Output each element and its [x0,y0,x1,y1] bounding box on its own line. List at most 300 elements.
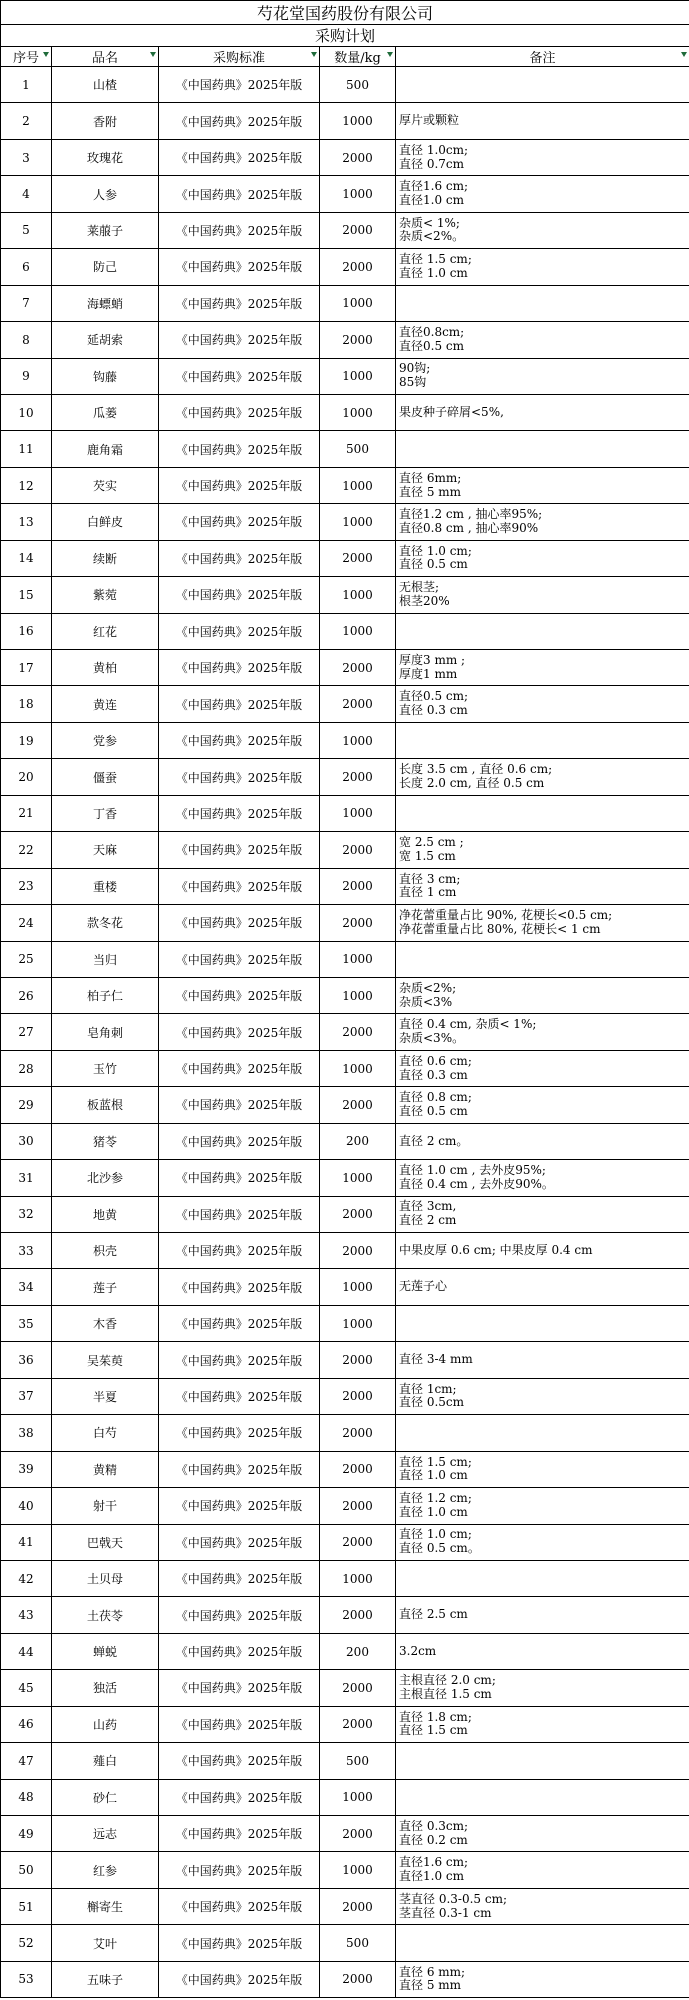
notes-cell[interactable] [396,139,689,175]
row-number-cell[interactable]: 31 [1,1160,52,1196]
quantity-cell[interactable]: 1000 [320,722,396,758]
quantity-cell[interactable]: 2000 [320,212,396,248]
standard-cell[interactable]: 《中国药典》2025年版 [159,1560,320,1596]
standard-cell[interactable]: 《中国药典》2025年版 [159,322,320,358]
standard-cell[interactable]: 《中国药典》2025年版 [159,249,320,285]
herb-name-cell[interactable]: 半夏 [52,1378,159,1414]
standard-cell[interactable]: 《中国药典》2025年版 [159,176,320,212]
table-row [1,905,689,941]
row-number-cell[interactable]: 51 [1,1888,52,1924]
standard-cell[interactable]: 《中国药典》2025年版 [159,941,320,977]
quantity-cell[interactable]: 2000 [320,1706,396,1742]
filter-dropdown-icon[interactable] [150,52,156,57]
filter-dropdown-icon[interactable] [311,52,317,57]
quantity-cell[interactable]: 1000 [320,504,396,540]
notes-cell[interactable] [396,176,689,212]
quantity-cell[interactable]: 2000 [320,1014,396,1050]
notes-cell[interactable] [396,905,689,941]
row-number-cell[interactable]: 48 [1,1779,52,1815]
standard-cell[interactable]: 《中国药典》2025年版 [159,358,320,394]
row-number-cell[interactable]: 21 [1,795,52,831]
filter-dropdown-icon[interactable] [387,52,393,57]
row-number-cell[interactable]: 38 [1,1415,52,1451]
standard-cell[interactable]: 《中国药典》2025年版 [159,1050,320,1086]
notes-cell[interactable] [396,1123,689,1159]
quantity-cell[interactable]: 2000 [320,1233,396,1269]
herb-name-cell[interactable]: 钩藤 [52,358,159,394]
herb-name-cell[interactable]: 黄柏 [52,650,159,686]
quantity-cell[interactable]: 2000 [320,1888,396,1924]
row-number-cell[interactable]: 9 [1,358,52,394]
standard-cell[interactable]: 《中国药典》2025年版 [159,1488,320,1524]
row-number-cell[interactable]: 24 [1,905,52,941]
herb-name-cell[interactable]: 砂仁 [52,1779,159,1815]
quantity-cell[interactable]: 2000 [320,1451,396,1487]
quantity-cell[interactable]: 2000 [320,905,396,941]
herb-name-cell[interactable]: 五味子 [52,1961,159,1997]
standard-cell[interactable]: 《中国药典》2025年版 [159,467,320,503]
quantity-cell[interactable]: 1000 [320,1852,396,1888]
row-number-cell[interactable]: 25 [1,941,52,977]
standard-cell[interactable]: 《中国药典》2025年版 [159,1779,320,1815]
row-number-cell[interactable]: 35 [1,1305,52,1341]
herb-name-cell[interactable]: 山楂 [52,67,159,103]
herb-name-cell[interactable]: 重楼 [52,868,159,904]
herb-name-cell[interactable]: 木香 [52,1305,159,1341]
quantity-cell[interactable]: 2000 [320,1488,396,1524]
herb-name-cell[interactable]: 射干 [52,1488,159,1524]
row-number-cell[interactable]: 53 [1,1961,52,1997]
row-number-cell[interactable]: 32 [1,1196,52,1232]
notes-cell[interactable] [396,1087,689,1123]
table-row [1,1633,689,1669]
row-number-cell[interactable]: 39 [1,1451,52,1487]
row-number-cell[interactable]: 43 [1,1597,52,1633]
table-row [1,1087,689,1123]
row-number-cell[interactable]: 10 [1,394,52,430]
standard-cell[interactable]: 《中国药典》2025年版 [159,832,320,868]
herb-name-cell[interactable]: 柏子仁 [52,977,159,1013]
herb-name-cell[interactable]: 莲子 [52,1269,159,1305]
notes-cell[interactable] [396,67,689,103]
row-number-cell[interactable]: 2 [1,103,52,139]
herb-name-cell[interactable]: 北沙参 [52,1160,159,1196]
notes-cell[interactable] [396,1961,689,1997]
herb-name-cell[interactable]: 板蓝根 [52,1087,159,1123]
row-number-cell[interactable]: 30 [1,1123,52,1159]
notes-cell[interactable] [396,1014,689,1050]
standard-cell[interactable]: 《中国药典》2025年版 [159,1961,320,1997]
row-number-cell[interactable]: 46 [1,1706,52,1742]
row-number-cell[interactable]: 49 [1,1816,52,1852]
herb-name-cell[interactable]: 芡实 [52,467,159,503]
quantity-cell[interactable]: 200 [320,1633,396,1669]
quantity-cell[interactable]: 2000 [320,1087,396,1123]
quantity-cell[interactable]: 1000 [320,1050,396,1086]
standard-cell[interactable]: 《中国药典》2025年版 [159,1123,320,1159]
standard-cell[interactable]: 《中国药典》2025年版 [159,394,320,430]
standard-cell[interactable]: 《中国药典》2025年版 [159,1233,320,1269]
row-number-cell[interactable]: 40 [1,1488,52,1524]
note-line: 杂质<2%; [399,980,457,995]
note-line: 直径 1.0 cm [399,265,468,280]
herb-name-cell[interactable]: 鹿角霜 [52,431,159,467]
herb-name-cell[interactable]: 槲寄生 [52,1888,159,1924]
quantity-cell[interactable]: 2000 [320,249,396,285]
notes-cell[interactable] [396,1196,689,1232]
herb-name-cell[interactable]: 天麻 [52,832,159,868]
row-number-cell[interactable]: 18 [1,686,52,722]
herb-name-cell[interactable]: 莱菔子 [52,212,159,248]
notes-cell[interactable] [396,1269,689,1305]
herb-name-cell[interactable]: 蝉蜕 [52,1633,159,1669]
table-row [1,1305,689,1341]
row-number-cell[interactable]: 15 [1,577,52,613]
row-number-cell[interactable]: 37 [1,1378,52,1414]
filter-dropdown-icon[interactable] [43,52,49,57]
standard-cell[interactable]: 《中国药典》2025年版 [159,1160,320,1196]
herb-name-cell[interactable]: 紫菀 [52,577,159,613]
herb-name-cell[interactable]: 土贝母 [52,1560,159,1596]
filter-dropdown-icon[interactable] [681,52,687,57]
row-number-cell[interactable]: 11 [1,431,52,467]
standard-cell[interactable]: 《中国药典》2025年版 [159,1451,320,1487]
standard-cell[interactable]: 《中国药典》2025年版 [159,285,320,321]
herb-name-cell[interactable]: 款冬花 [52,905,159,941]
notes-cell[interactable] [396,759,689,795]
herb-name-cell[interactable]: 僵蚕 [52,759,159,795]
notes-cell[interactable] [396,1560,689,1596]
notes-cell[interactable] [396,1524,689,1560]
note-line: 无莲子心 [399,1279,448,1294]
herb-name-cell[interactable]: 红参 [52,1852,159,1888]
standard-cell[interactable]: 《中国药典》2025年版 [159,1852,320,1888]
row-number-cell[interactable]: 50 [1,1852,52,1888]
row-number-cell[interactable]: 1 [1,67,52,103]
notes-cell[interactable] [396,832,689,868]
header-name[interactable] [52,47,159,67]
herb-name-cell[interactable]: 黄连 [52,686,159,722]
herb-name-cell[interactable]: 独活 [52,1670,159,1706]
row-number-cell[interactable]: 26 [1,977,52,1013]
standard-cell[interactable]: 《中国药典》2025年版 [159,1597,320,1633]
row-number-cell[interactable]: 6 [1,249,52,285]
herb-name-cell[interactable]: 黄精 [52,1451,159,1487]
row-number-cell[interactable]: 13 [1,504,52,540]
row-number-cell[interactable]: 33 [1,1233,52,1269]
row-number-cell[interactable]: 42 [1,1560,52,1596]
herb-name-cell[interactable]: 玉竹 [52,1050,159,1086]
row-number-cell[interactable]: 4 [1,176,52,212]
note-line: 直径0.8cm; [399,324,465,339]
quantity-cell[interactable]: 1000 [320,467,396,503]
herb-name-cell[interactable]: 艾叶 [52,1925,159,1961]
row-number-cell[interactable]: 45 [1,1670,52,1706]
notes-cell[interactable] [396,650,689,686]
notes-cell[interactable] [396,431,689,467]
header-standard-label: 采购标准 [212,51,265,66]
standard-cell[interactable]: 《中国药典》2025年版 [159,577,320,613]
note-line: 直径 1.0 cm [399,1504,468,1519]
header-standard[interactable] [159,47,320,67]
standard-cell[interactable]: 《中国药典》2025年版 [159,1087,320,1123]
standard-cell[interactable]: 《中国药典》2025年版 [159,1524,320,1560]
standard-cell[interactable]: 《中国药典》2025年版 [159,431,320,467]
row-number-cell[interactable]: 34 [1,1269,52,1305]
quantity-cell[interactable]: 2000 [320,759,396,795]
standard-cell[interactable]: 《中国药典》2025年版 [159,1269,320,1305]
standard-cell[interactable]: 《中国药典》2025年版 [159,1415,320,1451]
quantity-cell[interactable]: 1000 [320,577,396,613]
herb-name-cell[interactable]: 土茯苓 [52,1597,159,1633]
quantity-cell[interactable]: 1000 [320,1160,396,1196]
notes-cell[interactable] [396,1816,689,1852]
standard-cell[interactable]: 《中国药典》2025年版 [159,795,320,831]
row-number-cell[interactable]: 28 [1,1050,52,1086]
quantity-cell[interactable]: 2000 [320,1961,396,1997]
herb-name-cell[interactable]: 白芍 [52,1415,159,1451]
standard-cell[interactable]: 《中国药典》2025年版 [159,504,320,540]
standard-cell[interactable]: 《中国药典》2025年版 [159,686,320,722]
quantity-cell[interactable]: 1000 [320,1779,396,1815]
quantity-cell[interactable]: 2000 [320,1378,396,1414]
notes-cell[interactable] [396,1597,689,1633]
row-number-cell[interactable]: 3 [1,139,52,175]
table-row [1,1816,689,1852]
herb-name-cell[interactable]: 玫瑰花 [52,139,159,175]
standard-cell[interactable]: 《中国药典》2025年版 [159,1342,320,1378]
notes-cell[interactable] [396,1743,689,1779]
standard-cell[interactable]: 《中国药典》2025年版 [159,1378,320,1414]
row-number-cell[interactable]: 5 [1,212,52,248]
quantity-cell[interactable]: 2000 [320,1597,396,1633]
herb-name-cell[interactable]: 续断 [52,540,159,576]
row-number-cell[interactable]: 22 [1,832,52,868]
notes-cell[interactable] [396,1670,689,1706]
herb-name-cell[interactable]: 当归 [52,941,159,977]
standard-cell[interactable]: 《中国药典》2025年版 [159,977,320,1013]
herb-name-cell[interactable]: 瓜蒌 [52,394,159,430]
quantity-cell[interactable]: 1000 [320,176,396,212]
notes-cell[interactable] [396,394,689,430]
standard-cell[interactable]: 《中国药典》2025年版 [159,103,320,139]
standard-cell[interactable]: 《中国药典》2025年版 [159,540,320,576]
notes-cell[interactable] [396,1488,689,1524]
herb-name-cell[interactable]: 皂角刺 [52,1014,159,1050]
quantity-cell[interactable]: 2000 [320,322,396,358]
row-number-cell[interactable]: 47 [1,1743,52,1779]
notes-cell[interactable] [396,613,689,649]
row-number-cell[interactable]: 36 [1,1342,52,1378]
standard-cell[interactable]: 《中国药典》2025年版 [159,868,320,904]
row-number-cell[interactable]: 27 [1,1014,52,1050]
standard-cell[interactable]: 《中国药典》2025年版 [159,759,320,795]
quantity-cell[interactable]: 2000 [320,832,396,868]
quantity-cell[interactable]: 1000 [320,977,396,1013]
standard-cell[interactable]: 《中国药典》2025年版 [159,1743,320,1779]
quantity-cell[interactable]: 2000 [320,139,396,175]
notes-cell[interactable] [396,722,689,758]
notes-cell[interactable] [396,1160,689,1196]
standard-cell[interactable]: 《中国药典》2025年版 [159,613,320,649]
herb-name-cell[interactable]: 地黄 [52,1196,159,1232]
herb-name-cell[interactable]: 海螵蛸 [52,285,159,321]
table-row [1,394,689,430]
notes-cell[interactable] [396,358,689,394]
herb-name-cell[interactable]: 巴戟天 [52,1524,159,1560]
quantity-cell[interactable]: 500 [320,431,396,467]
standard-cell[interactable]: 《中国药典》2025年版 [159,650,320,686]
table-row [1,1597,689,1633]
notes-cell[interactable] [396,212,689,248]
table-row [1,577,689,613]
table-row [1,1415,689,1451]
quantity-cell[interactable]: 1000 [320,1269,396,1305]
herb-name-cell[interactable]: 香附 [52,103,159,139]
quantity-cell[interactable]: 1000 [320,103,396,139]
row-number-cell[interactable]: 44 [1,1633,52,1669]
quantity-cell[interactable]: 1000 [320,1560,396,1596]
row-number-cell[interactable]: 8 [1,322,52,358]
notes-cell[interactable] [396,686,689,722]
notes-cell[interactable] [396,577,689,613]
standard-cell[interactable]: 《中国药典》2025年版 [159,212,320,248]
herb-name-cell[interactable]: 防己 [52,249,159,285]
herb-name-cell[interactable]: 白鲜皮 [52,504,159,540]
standard-cell[interactable]: 《中国药典》2025年版 [159,67,320,103]
quantity-cell[interactable]: 2000 [320,1342,396,1378]
standard-cell[interactable]: 《中国药典》2025年版 [159,1670,320,1706]
quantity-cell[interactable]: 500 [320,1743,396,1779]
quantity-cell[interactable]: 2000 [320,1670,396,1706]
herb-name-cell[interactable]: 猪苓 [52,1123,159,1159]
standard-cell[interactable]: 《中国药典》2025年版 [159,722,320,758]
header-no[interactable] [1,47,52,67]
notes-cell[interactable] [396,1706,689,1742]
quantity-cell[interactable]: 1000 [320,285,396,321]
herb-name-cell[interactable]: 延胡索 [52,322,159,358]
herb-name-cell[interactable]: 吴茱萸 [52,1342,159,1378]
table-row [1,212,689,248]
notes-cell[interactable] [396,1633,689,1669]
notes-cell[interactable] [396,977,689,1013]
row-number-cell[interactable]: 29 [1,1087,52,1123]
row-number-cell[interactable]: 16 [1,613,52,649]
notes-cell[interactable] [396,504,689,540]
notes-cell[interactable] [396,1925,689,1961]
note-line: 净花蕾重量占比 80%, 花梗长< 1 cm [399,921,601,936]
notes-cell[interactable] [396,285,689,321]
herb-name-cell[interactable]: 薤白 [52,1743,159,1779]
notes-cell[interactable] [396,795,689,831]
notes-cell[interactable] [396,1415,689,1451]
quantity-cell[interactable]: 1000 [320,941,396,977]
quantity-cell[interactable]: 1000 [320,394,396,430]
standard-cell[interactable]: 《中国药典》2025年版 [159,139,320,175]
table-row [1,613,689,649]
notes-cell[interactable] [396,941,689,977]
notes-cell[interactable] [396,1779,689,1815]
standard-cell[interactable]: 《中国药典》2025年版 [159,1305,320,1341]
notes-cell[interactable] [396,1233,689,1269]
standard-cell[interactable]: 《中国药典》2025年版 [159,905,320,941]
row-number-cell[interactable]: 12 [1,467,52,503]
quantity-cell[interactable]: 2000 [320,1415,396,1451]
row-number-cell[interactable]: 14 [1,540,52,576]
standard-cell[interactable]: 《中国药典》2025年版 [159,1633,320,1669]
quantity-cell[interactable]: 200 [320,1123,396,1159]
quantity-cell[interactable]: 500 [320,67,396,103]
notes-cell[interactable] [396,467,689,503]
quantity-cell[interactable]: 2000 [320,868,396,904]
note-line: 直径 5 mm [399,1978,462,1993]
note-line: 主根直径 2.0 cm; [399,1673,496,1688]
notes-cell[interactable] [396,1888,689,1924]
note-line: 直径 0.4 cm, 杂质< 1%; [399,1017,537,1032]
header-notes[interactable] [396,47,689,67]
notes-cell[interactable] [396,1378,689,1414]
row-number-cell[interactable]: 20 [1,759,52,795]
table-row [1,1160,689,1196]
row-number-cell[interactable]: 23 [1,868,52,904]
herb-name-cell[interactable]: 党参 [52,722,159,758]
row-number-cell[interactable]: 41 [1,1524,52,1560]
notes-cell[interactable] [396,1342,689,1378]
quantity-cell[interactable]: 2000 [320,650,396,686]
herb-name-cell[interactable]: 丁香 [52,795,159,831]
quantity-cell[interactable]: 1000 [320,613,396,649]
standard-cell[interactable]: 《中国药典》2025年版 [159,1888,320,1924]
quantity-cell[interactable]: 2000 [320,1524,396,1560]
notes-cell[interactable] [396,540,689,576]
quantity-cell[interactable]: 1000 [320,795,396,831]
herb-name-cell[interactable]: 红花 [52,613,159,649]
notes-cell[interactable] [396,322,689,358]
notes-cell[interactable] [396,1050,689,1086]
row-number-cell[interactable]: 19 [1,722,52,758]
herb-name-cell[interactable]: 人参 [52,176,159,212]
notes-cell[interactable] [396,1305,689,1341]
standard-cell[interactable]: 《中国药典》2025年版 [159,1196,320,1232]
quantity-cell[interactable]: 2000 [320,1816,396,1852]
standard-cell[interactable]: 《中国药典》2025年版 [159,1014,320,1050]
row-number-cell[interactable]: 17 [1,650,52,686]
notes-cell[interactable] [396,103,689,139]
notes-cell[interactable] [396,1852,689,1888]
quantity-cell[interactable]: 2000 [320,1196,396,1232]
quantity-cell[interactable]: 2000 [320,540,396,576]
header-qty[interactable] [320,47,396,67]
notes-cell[interactable] [396,868,689,904]
quantity-cell[interactable]: 500 [320,1925,396,1961]
row-number-cell[interactable]: 52 [1,1925,52,1961]
quantity-cell[interactable]: 1000 [320,358,396,394]
herb-name-cell[interactable]: 远志 [52,1816,159,1852]
quantity-cell[interactable]: 2000 [320,686,396,722]
herb-name-cell[interactable]: 枳壳 [52,1233,159,1269]
note-line: 长度 2.0 cm, 直径 0.5 cm [399,776,545,791]
standard-cell[interactable]: 《中国药典》2025年版 [159,1706,320,1742]
standard-cell[interactable]: 《中国药典》2025年版 [159,1925,320,1961]
note-line: 直径 2.5 cm [399,1607,468,1622]
notes-cell[interactable] [396,1451,689,1487]
standard-cell[interactable]: 《中国药典》2025年版 [159,1816,320,1852]
note-line: 直径 6mm; [399,470,462,485]
herb-name-cell[interactable]: 山药 [52,1706,159,1742]
quantity-cell[interactable]: 1000 [320,1305,396,1341]
notes-cell[interactable] [396,249,689,285]
row-number-cell[interactable]: 7 [1,285,52,321]
